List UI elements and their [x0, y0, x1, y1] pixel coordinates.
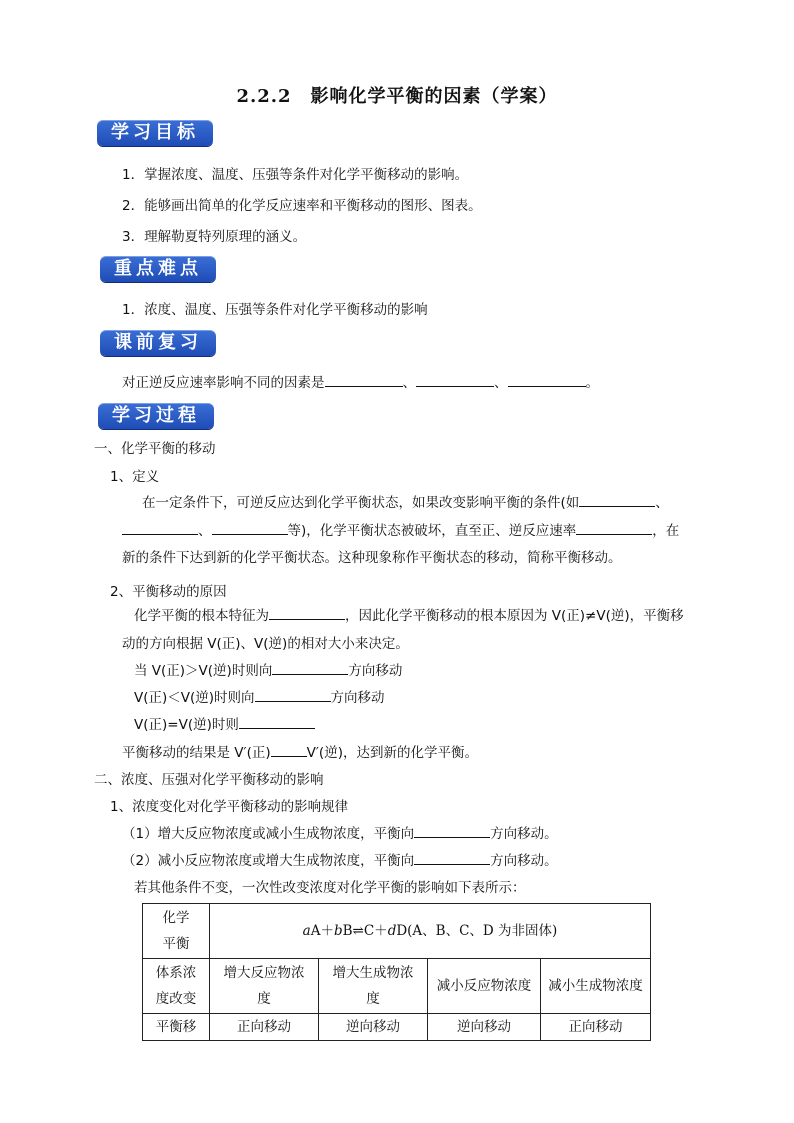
blank-line [239, 714, 315, 729]
rule-text: 方向移动。 [490, 853, 558, 869]
heading-1: 一、化学平衡的移动 [94, 441, 216, 457]
section-badge-goals: 学习目标 [97, 120, 213, 146]
result-text: 平衡移动的结果是 V′(正) [122, 745, 271, 761]
heading-2: 二、浓度、压强对化学平衡移动的影响 [94, 772, 324, 788]
table-cell: 逆向移动 [319, 1014, 428, 1041]
cause-text: 化学平衡的根本特征为 [134, 608, 269, 624]
cause-line-1 [134, 604, 684, 624]
blank-line [271, 742, 307, 757]
blank-line [416, 372, 494, 387]
separator: 、 [655, 495, 669, 511]
key-point-item: 1．浓度、温度、压强等条件对化学平衡移动的影响 [122, 302, 428, 318]
blank-line [414, 850, 490, 865]
separator: 、 [402, 375, 416, 391]
blank-line [508, 372, 586, 387]
cause-line-2: 动的方向根据 V(正)、V(逆)的相对大小来决定。 [122, 636, 409, 652]
coefficient: a [302, 923, 311, 939]
cell-text: 增大生成物浓 [332, 965, 414, 981]
blank-line [212, 520, 288, 535]
table-cell [210, 959, 319, 1014]
blank-line [122, 520, 198, 535]
reaction-text: A＋ [310, 923, 334, 939]
subheading-cause: 2、平衡移动的原因 [110, 584, 227, 600]
table-cell-reaction [210, 904, 651, 959]
separator: 、 [494, 375, 508, 391]
result-text: V′(逆)，达到新的化学平衡。 [306, 745, 478, 761]
rule-text: （1）增大反应物浓度或减小生成物浓度，平衡向 [122, 826, 415, 842]
table-cell [143, 904, 210, 959]
blank-line [269, 605, 345, 620]
rule-1 [122, 822, 558, 842]
table-cell: 平衡移 [143, 1014, 210, 1041]
blank-line [255, 687, 331, 702]
cell-text: 度改变 [155, 991, 197, 1007]
blank-line [414, 823, 490, 838]
blank-line [576, 520, 652, 535]
reaction-text: D(A、B、C、D 为非固体) [396, 923, 558, 939]
coefficient: d [387, 923, 397, 939]
case-text: 当 V(正)＞V(逆)时则向 [134, 663, 273, 679]
cell-text: 度 [366, 991, 380, 1007]
definition-text: 等)，化学平衡状态被破坏，直至正、逆反应速率 [287, 523, 577, 539]
section-badge-process: 学习过程 [98, 403, 214, 429]
case-text: 方向移动 [348, 663, 403, 679]
table-cell [143, 959, 210, 1014]
concentration-table [142, 903, 651, 1041]
definition-line-2 [122, 519, 679, 539]
rule-text: 方向移动。 [490, 826, 558, 842]
result-line [122, 741, 478, 761]
blank-line [579, 492, 655, 507]
reaction-text: B⇌C＋ [342, 923, 388, 939]
definition-line-1 [142, 491, 669, 511]
table-row [143, 904, 651, 959]
rule-text: （2）减小反应物浓度或增大生成物浓度，平衡向 [122, 853, 415, 869]
review-line [122, 371, 599, 391]
review-text: 对正逆反应速率影响不同的因素是 [122, 375, 325, 391]
table-cell: 逆向移动 [428, 1014, 541, 1041]
table-intro: 若其他条件不变，一次性改变浓度对化学平衡的影响如下表所示： [134, 880, 526, 896]
goal-item: 3．理解勒夏特列原理的涵义。 [122, 229, 307, 245]
period: 。 [585, 375, 599, 391]
section-badge-review: 课前复习 [100, 330, 216, 356]
goal-item: 2．能够画出简单的化学反应速率和平衡移动的图形、图表。 [122, 198, 482, 214]
page-title: 2.2.2 影响化学平衡的因素（学案） [236, 86, 558, 107]
cell-text: 化学 [162, 910, 190, 926]
separator: 、 [198, 523, 212, 539]
cell-text: 增大反应物浓 [223, 965, 305, 981]
case-text: 方向移动 [330, 690, 385, 706]
table-cell [319, 959, 428, 1014]
table-cell: 减小反应物浓度 [428, 959, 541, 1014]
table-cell: 正向移动 [210, 1014, 319, 1041]
table-row [143, 1014, 651, 1041]
table-cell: 正向移动 [541, 1014, 651, 1041]
section-badge-key: 重点难点 [100, 256, 216, 282]
cell-text: 度 [257, 991, 271, 1007]
definition-line-3: 新的条件下达到新的化学平衡状态。这种现象称作平衡状态的移动，简称平衡移动。 [122, 550, 622, 566]
definition-text: ，在 [652, 523, 680, 539]
table-row [143, 959, 651, 1014]
case-text: V(正)＜V(逆)时则向 [134, 690, 255, 706]
cell-text: 平衡 [162, 936, 190, 952]
coefficient: b [333, 923, 343, 939]
subheading-concentration: 1、浓度变化对化学平衡移动的影响规律 [110, 799, 349, 815]
case-text: V(正)=V(逆)时则 [134, 717, 239, 733]
case-equal [134, 713, 315, 733]
cause-text: ，因此化学平衡移动的根本原因为 V(正)≠V(逆)，平衡移 [345, 608, 684, 624]
goal-item: 1．掌握浓度、温度、压强等条件对化学平衡移动的影响。 [122, 167, 469, 183]
cell-text: 体系浓 [155, 965, 197, 981]
case-forward [134, 659, 402, 679]
rule-2 [122, 849, 558, 869]
blank-line [272, 660, 348, 675]
subheading-definition: 1、定义 [110, 469, 160, 485]
table-cell: 减小生成物浓度 [541, 959, 651, 1014]
blank-line [325, 372, 403, 387]
case-backward [134, 686, 385, 706]
definition-text: 在一定条件下，可逆反应达到化学平衡状态，如果改变影响平衡的条件(如 [142, 495, 580, 511]
